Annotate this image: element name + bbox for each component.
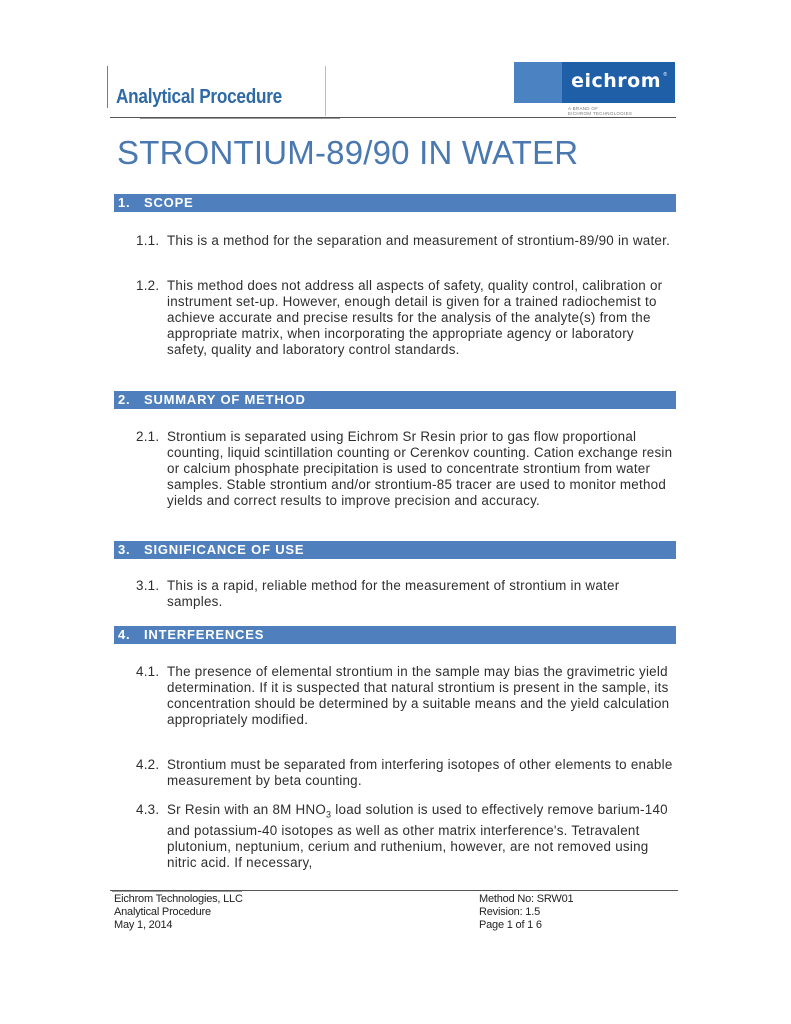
header-rule-shadow: [140, 118, 340, 119]
section-heading-scope: [114, 194, 676, 212]
eichrom-logo: [514, 62, 675, 103]
logo-subtitle: [568, 106, 632, 116]
paragraph-text: Strontium must be separated from interfering isotopes of other elements to enable measurement by beta counting.: [167, 757, 673, 788]
subscript: 3: [326, 809, 332, 820]
paragraph-number: 1.1.: [136, 233, 160, 248]
footer-date: May 1, 2014: [114, 919, 173, 931]
paragraph-text: This method does not address all aspects of safety, quality control, calibration or instrument set-up. However, enough detail is given for a trained radiochemist to achieve accurate and precise results for the analysis of the analyte(s) from the appropriate matrix, when incorporating the appropriate agency or laboratory safety, quality and laboratory control standards.: [167, 278, 663, 357]
paragraph-4-3: [136, 802, 676, 871]
paragraph-number: 4.1.: [136, 664, 160, 679]
footer-right: [479, 893, 573, 932]
section-number: 4.: [118, 627, 131, 642]
section-heading-interferences: [114, 626, 676, 644]
paragraph-1-2: [136, 278, 676, 358]
paragraph-text: This is a rapid, reliable method for the measurement of strontium in water samples.: [167, 578, 620, 609]
document-title: STRONTIUM-89/90 IN WATER: [117, 134, 579, 171]
section-number: 2.: [118, 392, 131, 407]
paragraph-number: 2.1.: [136, 429, 160, 444]
paragraph-4-2: [136, 757, 676, 789]
paragraph-2-1: [136, 429, 676, 509]
section-title: SUMMARY OF METHOD: [144, 392, 306, 407]
paragraph-1-1: [136, 233, 676, 249]
logo-subtitle-line1: A BRAND OF: [568, 106, 599, 111]
header-divider: [325, 66, 326, 116]
section-title: INTERFERENCES: [144, 627, 265, 642]
text-segment: load solution is used to effectively remove barium-140 and potassium-40 isotopes as well as other matrix interference's. Tetravalent plutonium, neptunium, cerium and ruthenium, however, are not removed using nitric acid. If necessary,: [167, 802, 668, 870]
footer-left: [114, 893, 243, 932]
registered-mark: ®: [663, 72, 667, 78]
footer-revision: Revision: 1.5: [479, 906, 540, 918]
footer-method-number: Method No: SRW01: [479, 893, 574, 905]
footer-page-number: Page 1 of 1 6: [479, 919, 542, 931]
header-title: Analytical Procedure: [116, 86, 282, 108]
header-left-rule: [107, 66, 108, 108]
paragraph-number: 1.2.: [136, 278, 160, 293]
paragraph-number: 4.2.: [136, 757, 160, 772]
footer-company: Eichrom Technologies, LLC: [114, 893, 243, 905]
paragraph-3-1: [136, 578, 676, 610]
section-title: SCOPE: [144, 195, 194, 210]
footer-rule-shadow: [112, 891, 242, 892]
paragraph-number: 3.1.: [136, 578, 160, 593]
paragraph-4-1: [136, 664, 676, 728]
section-number: 3.: [118, 542, 131, 557]
paragraph-text: Strontium is separated using Eichrom Sr Resin prior to gas flow proportional counting, liquid scintillation counting or Cerenkov counting. Cation exchange resin or calcium phosphate precipitation is used to concentrate strontium from water samples. Stable strontium and/or strontium-85 tracer are used to monitor method yields and correct results to improve precision and accuracy.: [167, 429, 673, 508]
paragraph-text: The presence of elemental strontium in the sample may bias the gravimetric yield determination. If it is suspected that natural strontium is present in the sample, its concentration should be determined by a suitable means and the yield calculation appropriately modified.: [167, 664, 670, 727]
logo-subtitle-line2: EICHROM TECHNOLOGIES: [568, 111, 633, 116]
text-segment: Sr Resin with an 8M HNO: [167, 802, 327, 817]
section-heading-significance: [114, 541, 676, 559]
footer-doc-type: Analytical Procedure: [114, 906, 211, 918]
logo-accent-block: [514, 62, 562, 103]
section-number: 1.: [118, 195, 131, 210]
paragraph-text: [136, 802, 676, 871]
section-heading-summary: [114, 391, 676, 409]
logo-text: eichrom: [571, 70, 661, 92]
paragraph-text: This is a method for the separation and measurement of strontium-89/90 in water.: [167, 233, 671, 248]
section-title: SIGNIFICANCE OF USE: [144, 542, 305, 557]
paragraph-number: 4.3.: [136, 802, 160, 817]
